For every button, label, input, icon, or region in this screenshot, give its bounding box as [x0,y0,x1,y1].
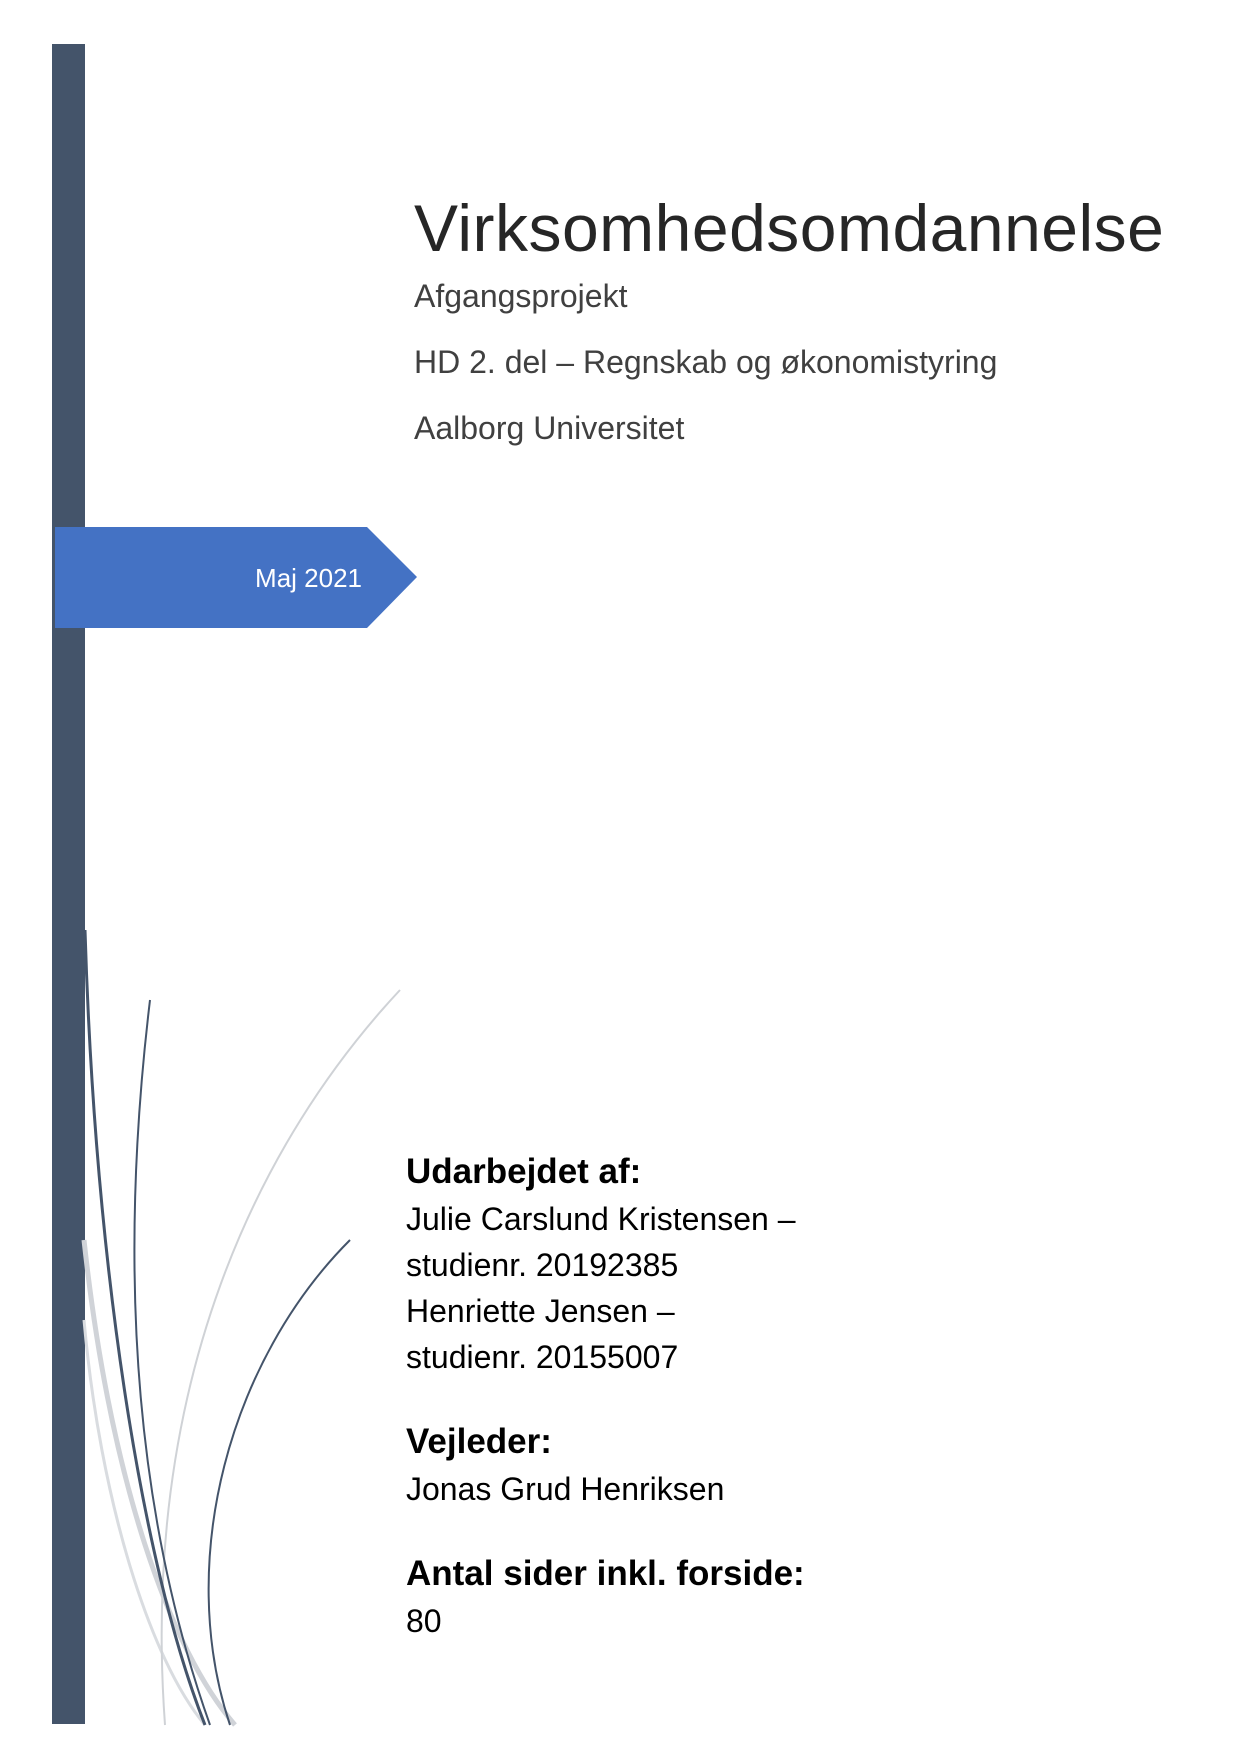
curve-light-3 [162,990,400,1725]
subtitle-project-type: Afgangsprojekt [414,278,628,314]
page-count-heading: Antal sider inkl. forside: [406,1554,805,1593]
page-count-value: 80 [406,1603,442,1639]
supervisor-heading: Vejleder: [406,1422,552,1461]
document-title: Virksomhedsomdannelse [414,191,1165,265]
curve-dark-3 [209,1240,350,1725]
info-block [406,1148,906,1644]
authors-heading: Udarbejdet af: [406,1152,642,1191]
author-line: studienr. 20192385 [406,1247,679,1283]
title-block [414,186,1214,448]
author-line: studienr. 20155007 [406,1339,679,1375]
date-label: Maj 2021 [255,563,362,593]
author-line: Henriette Jensen – [406,1293,675,1329]
supervisor-name: Jonas Grud Henriksen [406,1471,725,1507]
author-line: Julie Carslund Kristensen – [406,1201,796,1237]
subtitle-program: HD 2. del – Regnskab og økonomistyring [414,344,998,380]
subtitle-university: Aalborg Universitet [414,410,685,446]
